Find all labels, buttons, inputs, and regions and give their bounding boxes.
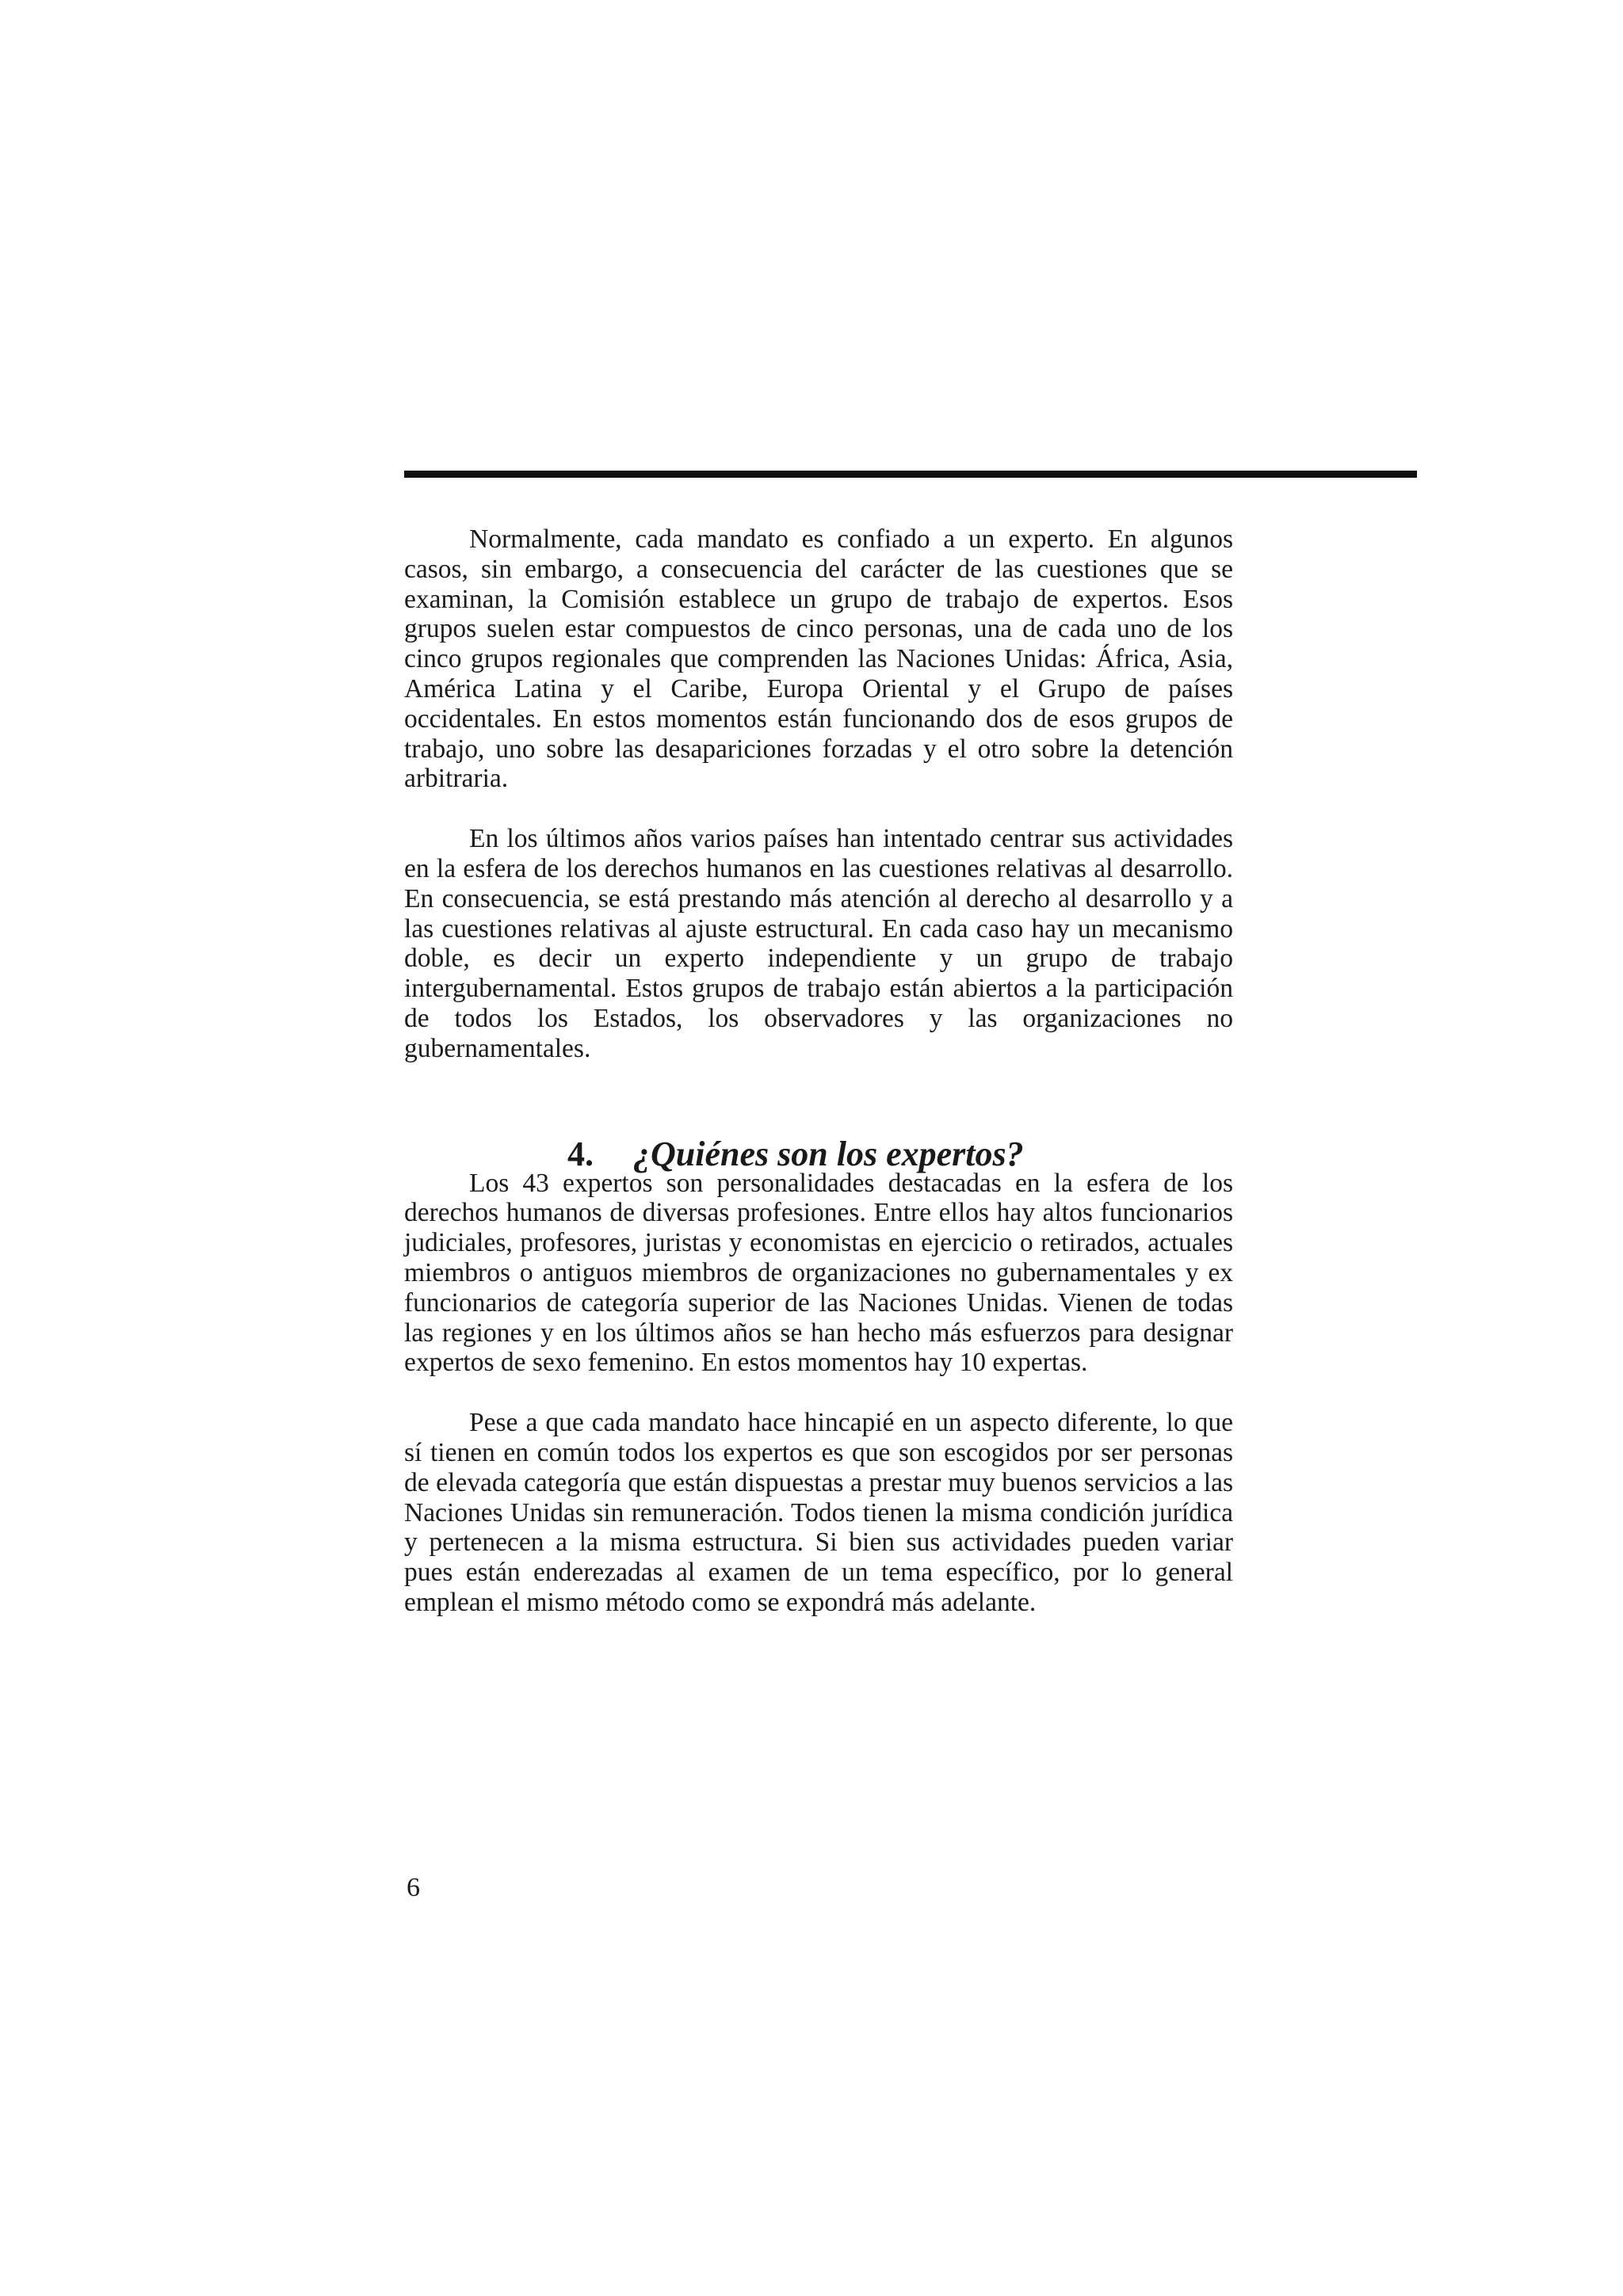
page-body — [404, 524, 1233, 1618]
page-number: 6 — [407, 1873, 420, 1902]
paragraph: En los últimos años varios países han intentado centrar sus actividades en la esfera de los derechos humanos en las cuestiones relativas al desarrollo. En consecuencia, se está prestando más atención al derecho al desarrollo y a las cuestiones relativas al ajuste estructural. En cada caso hay un mecanismo doble, es decir un experto independiente y un grupo de trabajo intergubernamental. Estos grupos de trabajo están abiertos a la participación de todos los Estados, los observadores y las organizaciones no gubernamentales. — [404, 824, 1233, 1063]
section-title: ¿Quiénes son los expertos? — [633, 1134, 1024, 1173]
paragraph: Pese a que cada mandato hace hincapié en un aspecto diferente, lo que sí tienen en común todos los expertos es que son escogidos por ser personas de elevada categoría que están dispuestas a prestar muy buenos servicios a las Naciones Unidas sin remuneración. Todos tienen la misma condición jurídica y pertenecen a la misma estructura. Si bien sus actividades pueden variar pues están enderezadas al examen de un tema específico, por lo general emplean el mismo método como se expondrá más adelante. — [404, 1408, 1233, 1617]
paragraph: Los 43 expertos son personalidades destacadas en la esfera de los derechos humanos de diversas profesiones. Entre ellos hay altos funcionarios judiciales, profesores, juristas y economistas en ejercicio o retirados, actuales miembros o antiguos miembros de organizaciones no gubernamentales y ex funcionarios de categoría superior de las Naciones Unidas. Vienen de todas las regiones y en los últimos años se han hecho más esfuerzos para designar expertos de sexo femenino. En estos momentos hay 10 expertas. — [404, 1168, 1233, 1378]
section-number: 4. — [567, 1134, 594, 1173]
header-rule — [404, 471, 1417, 478]
paragraph: Normalmente, cada mandato es confiado a un experto. En algunos casos, sin embargo, a consecuencia del carácter de las cuestiones que se examinan, la Comisión establece un grupo de trabajo de expertos. Esos grupos suelen estar compuestos de cinco personas, una de cada uno de los cinco grupos regionales que comprenden las Naciones Unidas: África, Asia, América Latina y el Caribe, Europa Oriental y el Grupo de países occidentales. En estos momentos están funcionando dos de esos grupos de trabajo, uno sobre las desapariciones forzadas y el otro sobre la detención arbitraria. — [404, 524, 1233, 794]
